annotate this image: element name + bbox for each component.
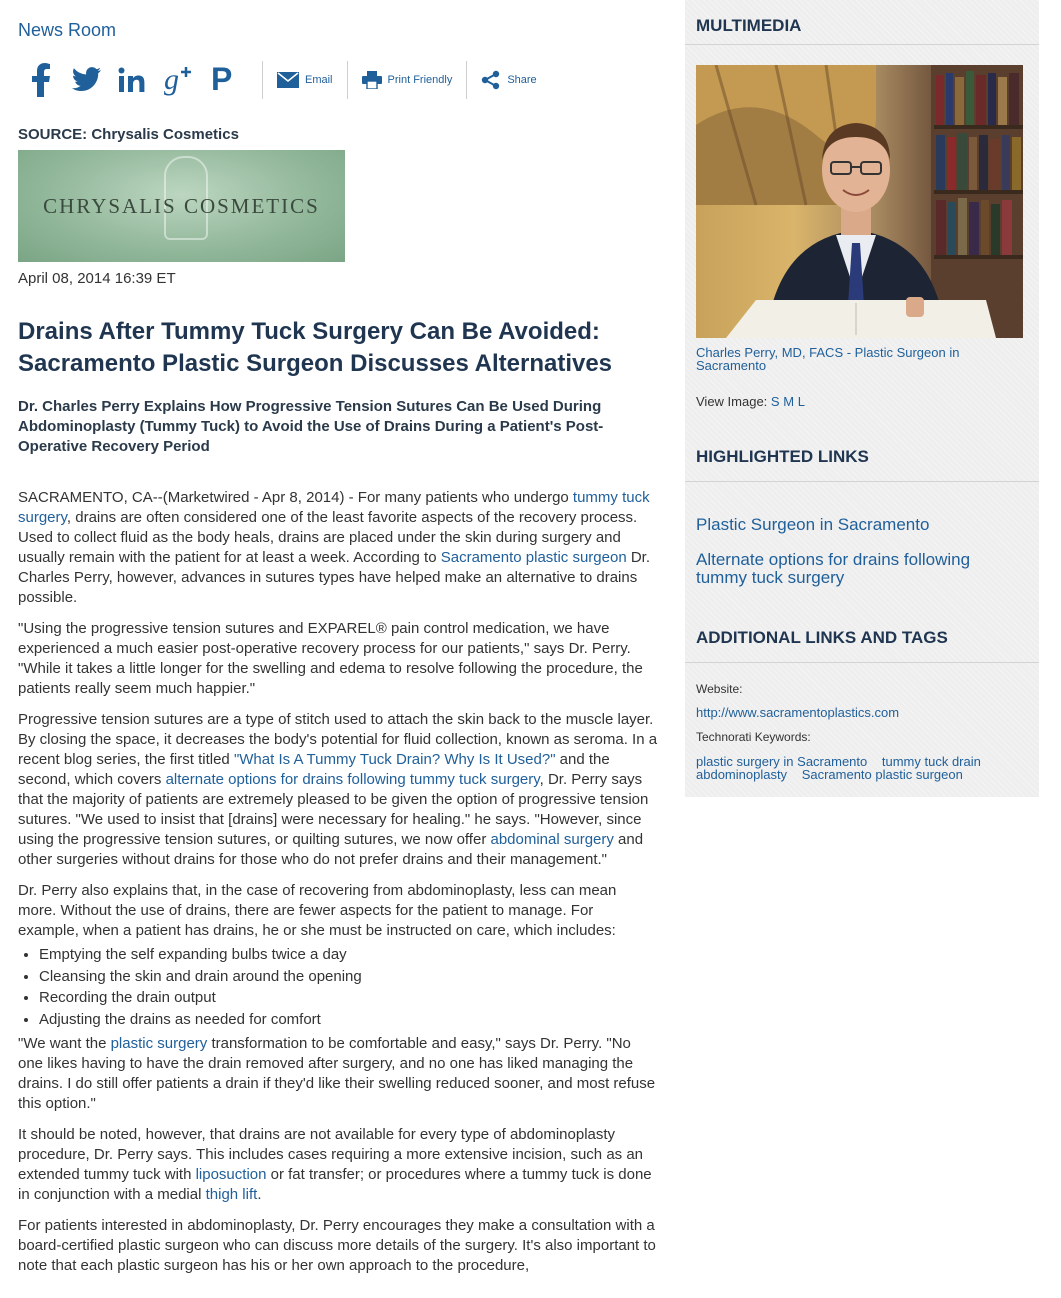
article-title: Drains After Tummy Tuck Surgery Can Be Avoided: Sacramento Plastic Surgeon Discusses Alternatives bbox=[18, 318, 613, 377]
logo-text: CHRYSALIS COSMETICS bbox=[43, 194, 320, 218]
additional-links-heading: ADDITIONAL LINKS AND TAGS bbox=[696, 628, 948, 647]
printer-icon bbox=[362, 71, 382, 89]
divider bbox=[685, 44, 1039, 45]
tummy-tuck-drain-blog-link[interactable]: "What Is A Tummy Tuck Drain? Why Is It Used?" bbox=[233, 751, 556, 768]
thigh-lift-link[interactable]: thigh lift bbox=[205, 1186, 258, 1203]
svg-text:g: g bbox=[164, 63, 179, 96]
print-label: Print Friendly bbox=[387, 74, 453, 86]
list-item: • Recording the drain output bbox=[39, 987, 658, 1009]
surgeon-photo[interactable] bbox=[696, 65, 1023, 338]
share-button[interactable] bbox=[481, 70, 536, 90]
paragraph: "Using the progressive tension sutures and EXPAREL® pain control medication, we have experienced a much easier post-operative recovery process for our patients," says Dr. Perry. "While it takes a little longer for the swelling and edema to resolve following the procedure, the patients really seem much happier." bbox=[18, 620, 643, 697]
envelope-icon bbox=[277, 72, 299, 88]
email-label: Email bbox=[305, 74, 333, 86]
care-list bbox=[18, 944, 658, 1030]
image-size-m[interactable]: M bbox=[783, 394, 795, 409]
news-room-link[interactable]: News Room bbox=[18, 20, 117, 40]
paragraph: "We want the plastic surgery transformation to be comfortable and easy," says Dr. Perry. "No one likes having to have the drain removed after surgery, and no one has liked managing the drains. I do still offer patients a drain if they'd like their swelling reduced sooner, and most refuse this option." bbox=[18, 1035, 656, 1112]
abdominal-surgery-link[interactable]: abdominal surgery bbox=[490, 831, 614, 848]
paragraph: For patients interested in abdominoplasty, Dr. Perry encourages they make a consultation with a board-certified plastic surgeon who can discuss more details of the surgery. It's also important to note that each plastic surgeon has his or her own approach to the procedure, bbox=[18, 1217, 656, 1274]
tag-link[interactable]: plastic surgery in Sacramento bbox=[696, 754, 868, 769]
pinterest-icon[interactable] bbox=[202, 60, 248, 100]
divider bbox=[685, 662, 1039, 663]
paragraph: SACRAMENTO, CA--(Marketwired - Apr 8, 2014) - For many patients who undergo tummy tuck surgery, drains are often considered one of the least favorite aspects of the recovery process. Used to collect fluid as the body heals, drains are placed under the skin during surgery and usually remain with the patient for at least a week. According to Sacramento plastic surgeon Dr. Charles Perry, however, advances in sutures types have helped make an alternative to drains possible. bbox=[18, 489, 651, 606]
alternate-options-link[interactable]: alternate options for drains following tummy tuck surgery bbox=[165, 771, 540, 788]
highlighted-links-heading: HIGHLIGHTED LINKS bbox=[696, 447, 869, 466]
share-bar bbox=[18, 60, 537, 100]
share-divider bbox=[262, 61, 263, 99]
website-label: Website: bbox=[696, 682, 743, 696]
paragraph: Dr. Perry also explains that, in the case of recovering from abdominoplasty, less can mean more. Without the use of drains, there are fewer aspects for the patient to manage. For example, when a patient has drains, he or she must be instructed on care, which includes: bbox=[18, 882, 617, 939]
divider bbox=[685, 481, 1039, 482]
sidebar bbox=[685, 0, 1039, 797]
plastic-surgery-link[interactable]: plastic surgery bbox=[110, 1035, 208, 1052]
highlighted-link-alternate-options[interactable]: Alternate options for drains following tummy tuck surgery bbox=[696, 550, 971, 587]
email-button[interactable] bbox=[277, 72, 333, 88]
list-item: • Emptying the self expanding bulbs twice a day bbox=[39, 944, 658, 966]
tummy-tuck-link[interactable]: tummy tuck surgery bbox=[18, 489, 650, 526]
article-subtitle: Dr. Charles Perry Explains How Progressive Tension Sutures Can Be Used During Abdominoplasty (Tummy Tuck) to Avoid the Use of Drains During a Patient's Post-Operative Recovery Period bbox=[18, 398, 604, 455]
highlighted-link-plastic-surgeon[interactable]: Plastic Surgeon in Sacramento bbox=[696, 515, 930, 534]
source-line: SOURCE: Chrysalis Cosmetics bbox=[18, 126, 239, 143]
share-icon bbox=[481, 70, 501, 90]
article-body bbox=[18, 488, 658, 1287]
chrysalis-logo bbox=[18, 150, 345, 262]
paragraph: Progressive tension sutures are a type of stitch used to attach the skin back to the muscle layer. By closing the space, it decreases the body's potential for fluid collection, known as seroma. In a recent blog series, the first titled "What Is A Tummy Tuck Drain? Why Is It Used?" and the second, which covers alternate options for drains following tummy tuck surgery, Dr. Perry says that the majority of patients are extremely pleased to be given the option of progressive tension sutures. "We used to insist that [drains] were necessary for healing." he says. "However, since using the progressive tension sutures, or quilting sutures, we now offer abdominal surgery and other surgeries without drains for those who do not prefer drains and their management." bbox=[18, 711, 658, 868]
print-button[interactable] bbox=[362, 71, 453, 89]
list-item: • Adjusting the drains as needed for comfort bbox=[39, 1009, 658, 1031]
facebook-icon[interactable] bbox=[18, 60, 64, 100]
paragraph: It should be noted, however, that drains are not available for every type of abdominoplasty procedure, Dr. Perry says. This includes cases requiring a more extensive incision, such as an extended tummy tuck with liposuction or fat transfer; or procedures where a tummy tuck is done in conjunction with a medial thigh lift. bbox=[18, 1126, 652, 1203]
release-date: April 08, 2014 16:39 ET bbox=[18, 270, 176, 287]
share-divider bbox=[466, 61, 467, 99]
keyword-tags bbox=[696, 755, 1026, 781]
image-size-s[interactable]: S bbox=[770, 394, 780, 409]
tag-link[interactable]: Sacramento plastic surgeon bbox=[801, 767, 963, 782]
sacramento-surgeon-link[interactable]: Sacramento plastic surgeon bbox=[440, 549, 627, 566]
svg-text:P: P bbox=[211, 63, 233, 97]
website-url-link[interactable]: http://www.sacramentoplastics.com bbox=[696, 705, 900, 720]
tag-link[interactable]: tummy tuck drain bbox=[881, 754, 981, 769]
twitter-icon[interactable] bbox=[64, 60, 110, 100]
tag-link[interactable]: abdominoplasty bbox=[696, 767, 788, 782]
view-image-row bbox=[696, 394, 805, 409]
surgeon-portrait-image bbox=[696, 65, 1023, 338]
multimedia-heading: MULTIMEDIA bbox=[696, 16, 802, 35]
google-plus-icon[interactable] bbox=[156, 60, 202, 100]
technorati-label: Technorati Keywords: bbox=[696, 730, 811, 744]
view-image-label: View Image: bbox=[696, 394, 768, 409]
linkedin-icon[interactable] bbox=[110, 60, 156, 100]
image-size-l[interactable]: L bbox=[797, 394, 805, 409]
share-divider bbox=[347, 61, 348, 99]
photo-caption[interactable]: Charles Perry, MD, FACS - Plastic Surgeon in Sacramento bbox=[696, 345, 960, 373]
share-label: Share bbox=[507, 74, 537, 86]
list-item: • Cleansing the skin and drain around the opening bbox=[39, 966, 658, 988]
liposuction-link[interactable]: liposuction bbox=[195, 1166, 267, 1183]
